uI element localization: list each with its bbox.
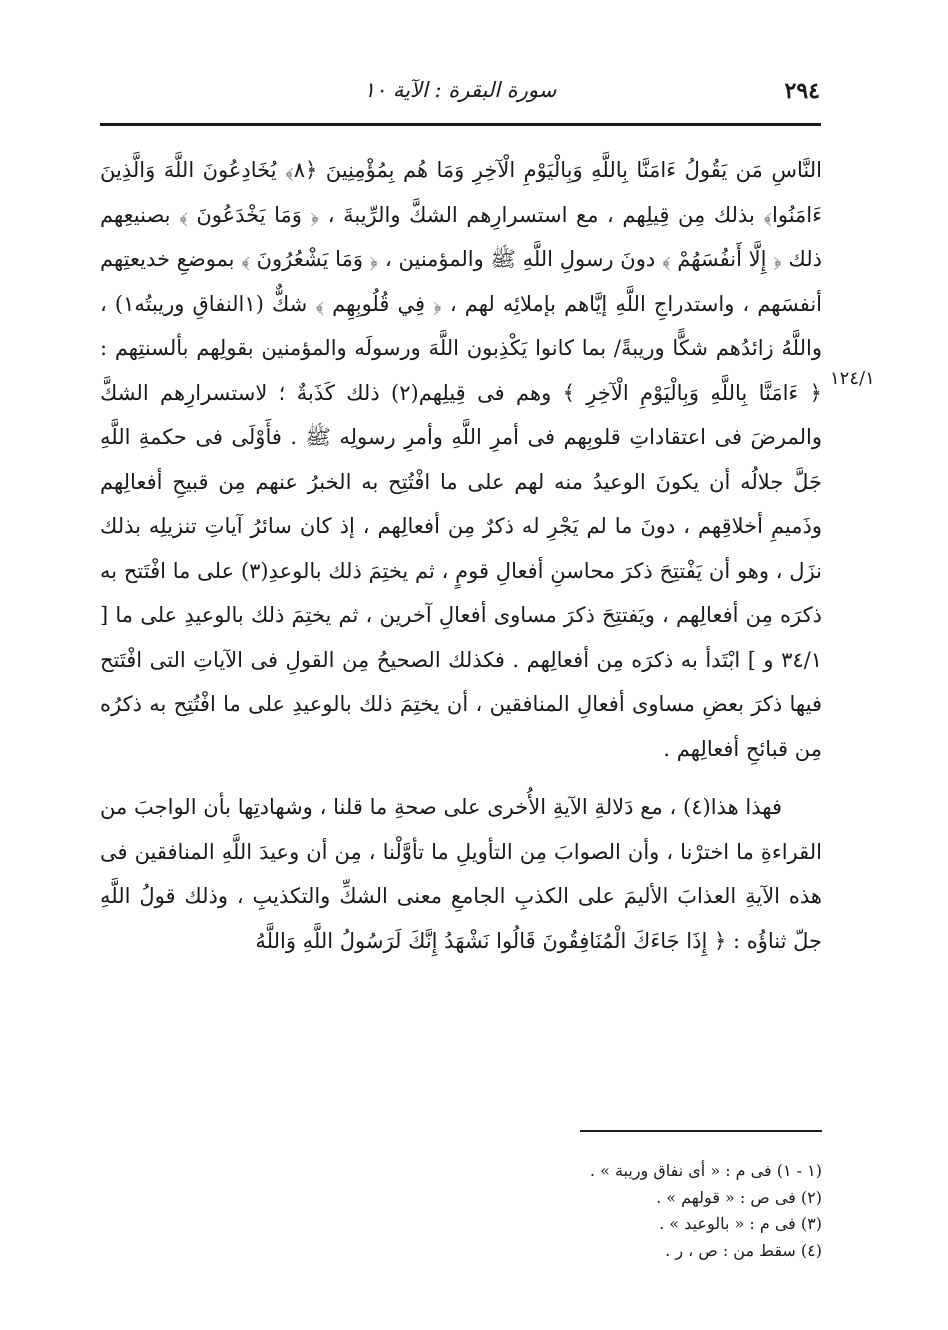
page-number: ٢٩٤ (784, 78, 820, 104)
paragraph: النَّاسِ مَن يَقُولُ ءَامَنَّا بِاللَّهِ وَبِالْيَوْمِ الْآخِرِ وَمَا هُم بِمُؤْمِنِينَ ﴿٨﴾ يُخَادِعُونَ اللَّهَ وَالَّذِينَ ءَامَنُوا﴾ بذلك مِن قِيلِهم ، مع استسرارِهم الشكَّ والرِّيبةَ ، ﴿ وَمَا يَخْدَعُونَ ﴾ بصنيعِهم ذلك ﴿ إِلَّا أَنفُسَهُمْ ﴾ دونَ رسولِ اللَّهِ ﷺ والمؤمنين ، ﴿ وَمَا يَشْعُرُونَ ﴾ بموضعِ خديعتِهم أنفسَهم ، واستدراجِ اللَّهِ إيَّاهم بإملائِه لهم ، ﴿ فِي قُلُوبِهِم ﴾ شكٌّ (١النفاقِ وريبتُه١) ، واللَّهُ زائدُهم شكًّا وريبةً/ بما كانوا يَكْذِبون اللَّهَ ورسولَه والمؤمنين بقولِهم بألسنتِهم : ﴿ ءَامَنَّا بِاللَّهِ وَبِالْيَوْمِ الْآخِرِ ﴾ وهم فى قِيلِهم(٢) ذلك كَذَبةٌ ؛ لاستسرارِهم الشكَّ والمرضَ فى اعتقاداتِ قلوبِهم فى أمرِ اللَّهِ وأمرِ رسولِه ﷺ . فأَوْلَى فى حكمةِ اللَّهِ جَلَّ جلالُه أن يكونَ الوعيدُ منه لهم على ما افْتُتِح به الخبرُ عنهم مِن قبيحِ أفعالِهم وذَميمِ أخلاقِهم ، دونَ ما لم يَجْرِ له ذكرٌ مِن أفعالِهم ، إذ كان سائرُ آياتِ تنزيلِه بذلك نزَل ، وهو أن يَفْتتِحَ ذكرَ محاسنِ أفعالِ قومٍ ، ثم يختِمَ ذلك بالوعدِ(٣) على ما افْتَتح به ذكرَه مِن أفعالِهم ، ويَفتتِحَ ذكرَ مساوى أفعالِ آخرين ، ثم يختِمَ ذلك بالوعيدِ على ما [ ٣٤/١ و ] ابْتَدأ به ذكرَه مِن أفعالِهم . فكذلك الصحيحُ مِن القولِ فى الآياتِ التى افْتَتح فيها ذكرَ بعضِ مساوى أفعالِ المنافقين ، أن يختِمَ ذلك بالوعيدِ على ما افْتُتِح به ذكرُه مِن قبائحِ أفعالِهم . (100, 158, 823, 761)
page-header (100, 70, 820, 114)
header-divider (100, 123, 821, 126)
margin-reference: ١٢٤/١ (830, 368, 875, 389)
main-text (100, 148, 822, 963)
footnote: (٣) فى م : « بالوعيد » . (659, 1214, 822, 1233)
footnotes (322, 1158, 822, 1264)
footnote: (١ - ١) فى م : « أى نفاق وريبة » . (589, 1161, 822, 1180)
paragraph: فهذا هذا(٤) ، مع دَلالةِ الآيةِ الأُخرى على صحةِ ما قلنا ، وشهادتِها بأن الواجبَ من القراءةِ ما اخترْنا ، وأن الصوابَ مِن التأويلِ ما تأوَّلْنا ، مِن أن وعيدَ اللَّهِ المنافقين فى هذه الآيةِ العذابَ الأليمَ على الكذبِ الجامعِ معنى الشكِّ والتكذيبِ ، وذلك قولُ اللَّهِ جلّ ثناؤُه : ﴿ إِذَا جَاءَكَ الْمُنَافِقُونَ قَالُوا نَشْهَدُ إِنَّكَ لَرَسُولُ اللَّهِ وَاللَّهُ (100, 795, 822, 953)
running-title: سورة البقرة : الآية ١٠ (363, 78, 557, 102)
footnote-divider (580, 1130, 822, 1132)
footnote: (٢) فى ص : « قولهم » . (656, 1187, 822, 1207)
footnote: (٤) سقط من : ص ، ر . (665, 1240, 822, 1260)
